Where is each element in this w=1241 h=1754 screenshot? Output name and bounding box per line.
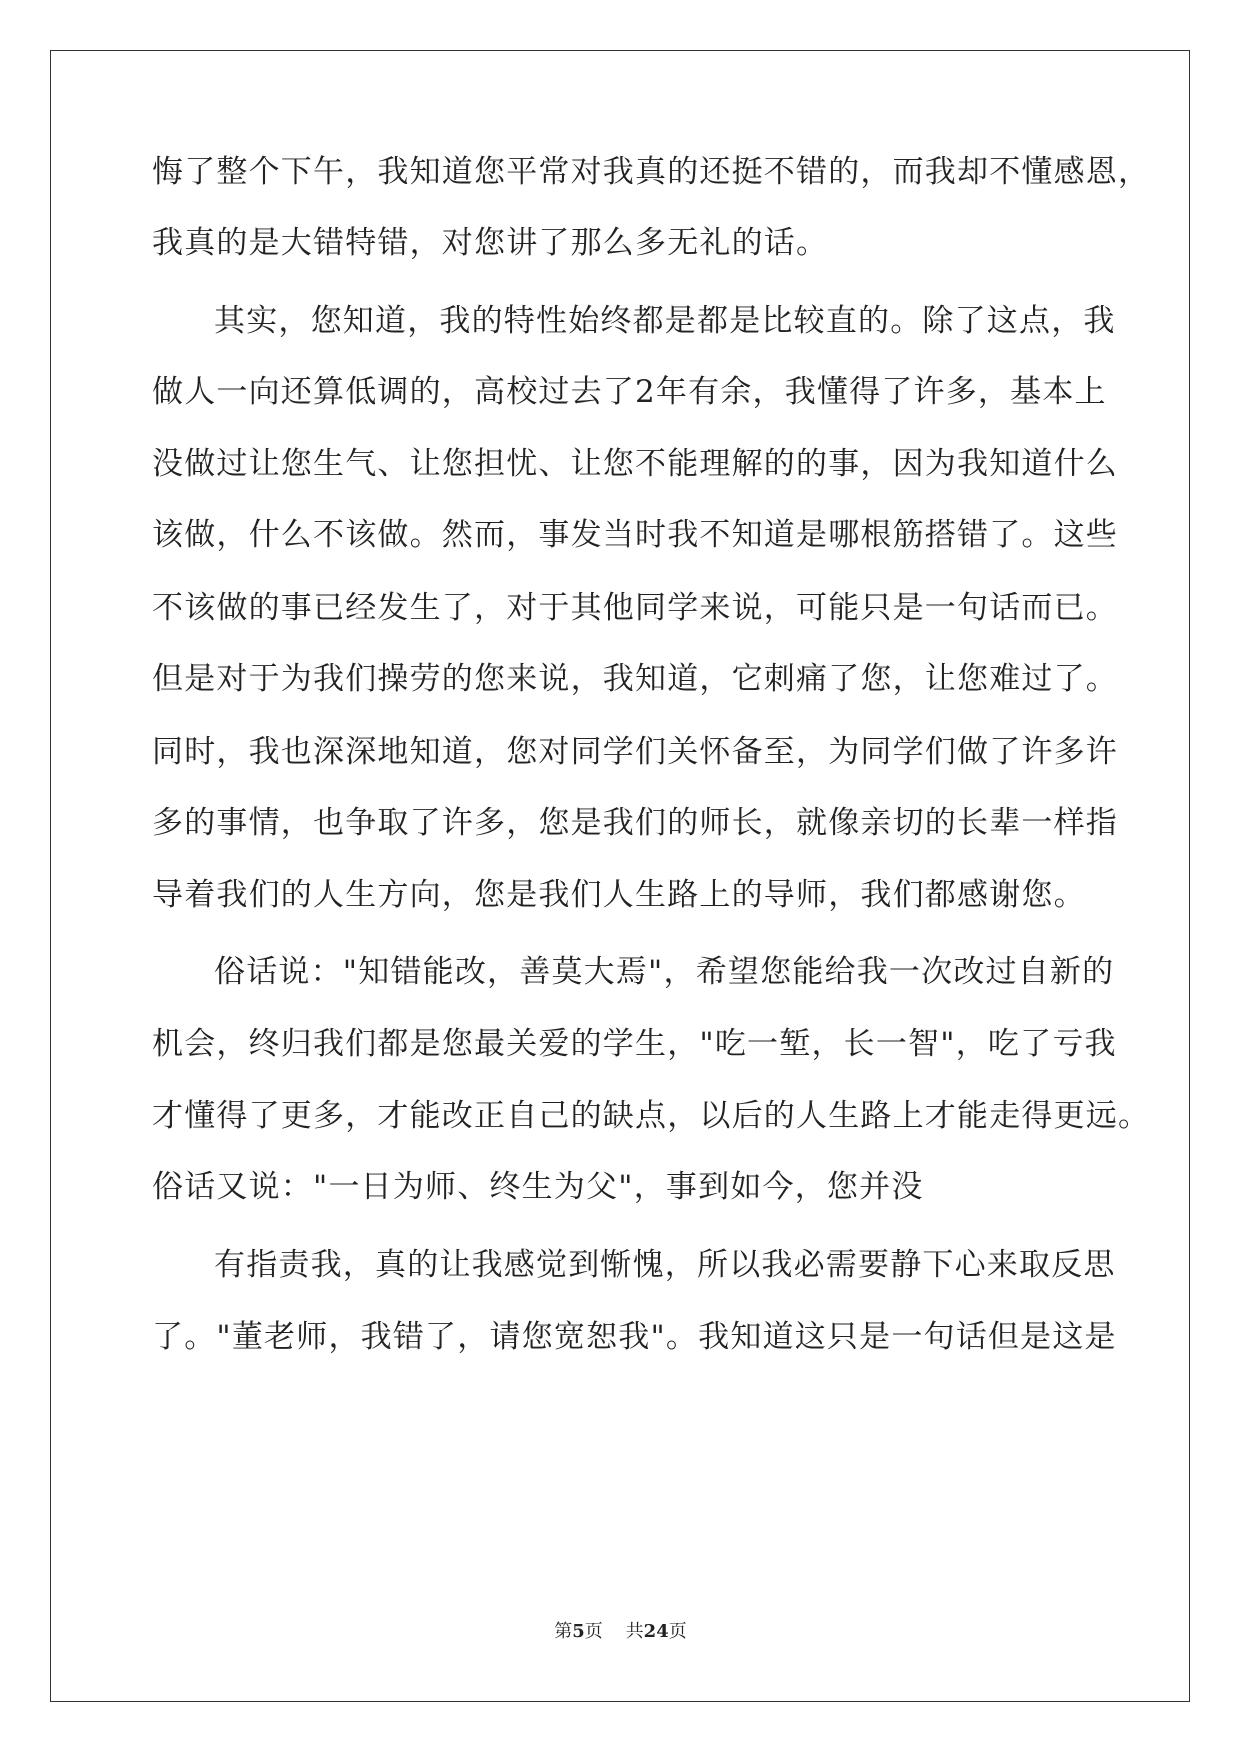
total-pages: 24 (643, 1621, 669, 1642)
page-prefix: 第 (554, 1621, 573, 1642)
text-line: 才懂得了更多，才能改正自己的缺点，以后的人生路上才能走得更远。 (152, 1098, 1151, 1134)
text-line: 我真的是大错特错，对您讲了那么多无礼的话。 (152, 225, 829, 261)
text-line: 了。"董老师，我错了，请您宽恕我"。我知道这只是一句话但是这是 (152, 1319, 1117, 1355)
text-line: 没做过让您生气、让您担忧、让您不能理解的的事，因为我知道什么 (152, 446, 1118, 482)
total-suffix: 页 (668, 1621, 687, 1642)
page-footer (0, 1617, 1241, 1643)
text-line: 机会，终归我们都是您最关爱的学生，"吃一堑，长一智"，吃了亏我 (152, 1026, 1117, 1062)
text-line: 导着我们的人生方向，您是我们人生路上的导师，我们都感谢您。 (152, 877, 1086, 913)
text-line: 多的事情，也争取了许多，您是我们的师长，就像亲切的长辈一样指 (152, 805, 1118, 841)
text-line: 做人一向还算低调的，高校过去了2年有余，我懂得了许多，基本上 (152, 374, 1107, 410)
page-number: 5 (572, 1621, 585, 1642)
text-line: 该做，什么不该做。然而，事发当时我不知道是哪根筋搭错了。这些 (152, 517, 1118, 553)
text-line: 悔了整个下午，我知道您平常对我真的还挺不错的，而我却不懂感恩， (152, 154, 1151, 190)
text-line: 俗话说："知错能改，善莫大焉"，希望您能给我一次改过自新的 (214, 954, 1115, 990)
text-line: 俗话又说："一日为师、终生为父"，事到如今，您并没 (152, 1169, 924, 1205)
page-suffix: 页 (584, 1621, 603, 1642)
text-line: 其实，您知道，我的特性始终都是都是比较直的。除了这点，我 (214, 303, 1116, 339)
total-prefix: 共 (625, 1621, 644, 1642)
text-line: 同时，我也深深地知道，您对同学们关怀备至，为同学们做了许多许 (152, 734, 1118, 770)
text-line: 但是对于为我们操劳的您来说，我知道，它刺痛了您，让您难过了。 (152, 661, 1118, 697)
text-line: 不该做的事已经发生了，对于其他同学来说，可能只是一句话而已。 (152, 590, 1118, 626)
text-line: 有指责我，真的让我感觉到惭愧，所以我必需要静下心来取反思 (214, 1247, 1116, 1283)
